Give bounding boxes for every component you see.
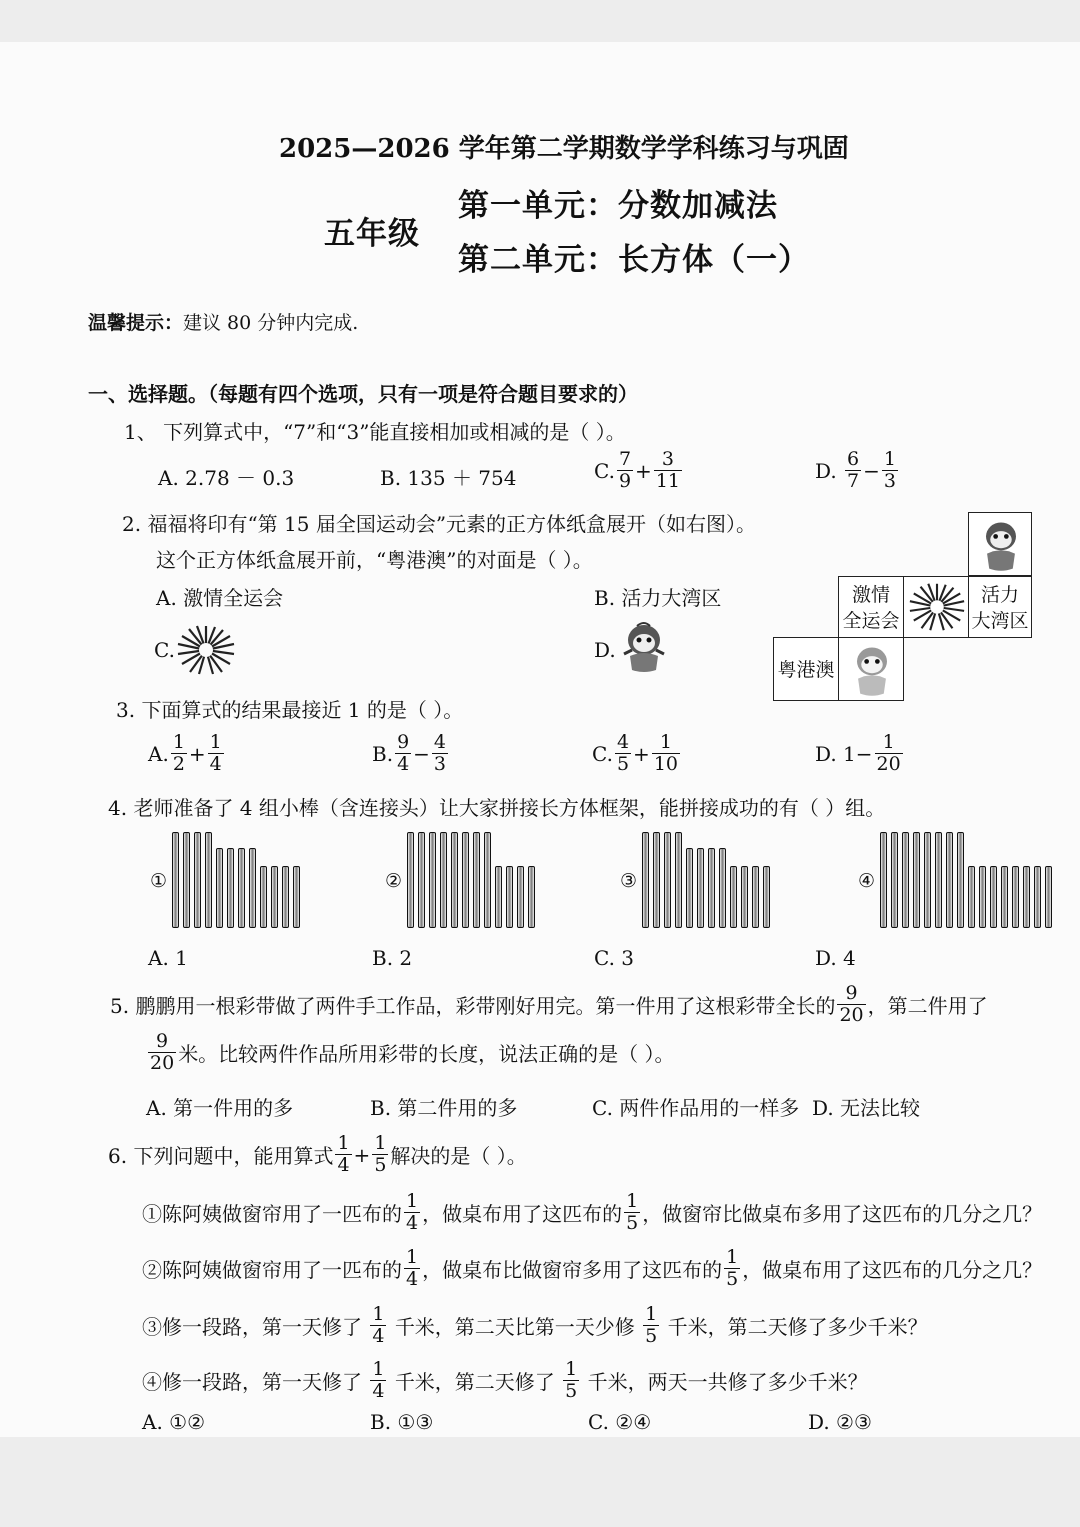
- numerator: 1: [726, 1246, 739, 1268]
- q3-stem: 3. 下面算式的结果最接近 1 的是（ ）。: [116, 698, 464, 722]
- q6-text: 千米，第二天修了多少千米？: [667, 1315, 928, 1339]
- stick: [227, 848, 234, 928]
- q6-option-a: A. ①②: [142, 1410, 206, 1434]
- stick-group-1: [150, 828, 320, 928]
- net-cell-huoli: [968, 576, 1032, 638]
- grade-label: 五年级: [324, 216, 420, 252]
- numerator: 1: [882, 731, 895, 753]
- numerator: 6: [847, 448, 860, 470]
- stick: [990, 866, 997, 928]
- stick: [946, 832, 953, 928]
- q5-text: 米。比较两件作品所用彩带的长度，说法正确的是（ ）。: [178, 1042, 675, 1066]
- stick: [249, 848, 256, 928]
- numerator: 1: [883, 448, 896, 470]
- fraction: [615, 733, 631, 774]
- denominator: 20: [150, 1052, 175, 1074]
- stick: [293, 866, 300, 928]
- operator: +: [353, 1142, 371, 1167]
- stick: [719, 848, 726, 928]
- denominator: 5: [374, 1154, 387, 1176]
- net-text: 大湾区: [971, 610, 1029, 632]
- stick: [271, 866, 278, 928]
- numerator: 7: [618, 448, 632, 470]
- numerator: 1: [406, 1190, 419, 1212]
- stick: [440, 832, 447, 928]
- stick: [741, 866, 748, 928]
- q6-item-4: [142, 1360, 868, 1401]
- q6-text: 千米，第二天比第一天少修: [394, 1315, 635, 1339]
- numerator: 1: [372, 1358, 385, 1380]
- operator: +: [635, 458, 652, 483]
- stick: [891, 832, 898, 928]
- q6-item-3: [142, 1305, 928, 1346]
- q6-text: ，做窗帘比做桌布多用了这匹布的几分之几？: [642, 1202, 1043, 1226]
- q1-d-frac2: [882, 450, 898, 491]
- stick: [205, 832, 212, 928]
- mascot-icon: [971, 515, 1031, 575]
- stick: [697, 848, 704, 928]
- stick: [924, 832, 931, 928]
- stick: [1001, 866, 1008, 928]
- q4-stem: 4. 老师准备了 4 组小棒（含连接头）让大家拼接长方体框架，能拼接成功的有（ ）组。: [108, 796, 886, 820]
- tip-text: 建议 80 分钟内完成.: [183, 312, 359, 334]
- denominator: 7: [847, 470, 860, 492]
- denominator: 5: [645, 1325, 658, 1347]
- stick: [935, 832, 942, 928]
- denominator: 4: [397, 753, 410, 775]
- sunburst-logo-icon: [907, 581, 967, 633]
- tip: [88, 308, 358, 335]
- denominator: 5: [616, 753, 630, 775]
- stick: [495, 866, 502, 928]
- q6-item-2: [142, 1248, 1042, 1289]
- q5-option-c: C. 两件作品用的一样多: [592, 1096, 800, 1120]
- q2-stem-line1: 2. 福福将印有“第 15 届全国运动会”元素的正方体纸盒展开（如右图）。: [122, 512, 757, 536]
- fraction: [875, 733, 903, 774]
- unit1-title: 第一单元：分数加减法: [458, 188, 778, 224]
- net-text: 粤港澳: [777, 659, 835, 681]
- q3-a-label: A.: [148, 741, 169, 766]
- numerator: 4: [433, 731, 447, 753]
- q5-text: 5. 鹏鹏用一根彩带做了两件手工作品，彩带刚好用完。第一件用了这根彩带全长的: [110, 994, 836, 1018]
- stick: [664, 832, 671, 928]
- q1-stem: 1、 下列算式中，“7”和“3”能直接相加或相减的是（ ）。: [124, 420, 626, 444]
- q3-c-label: C.: [592, 741, 613, 766]
- denominator: 20: [876, 753, 901, 775]
- stick: [708, 848, 715, 928]
- section1-heading: 一、选择题。（每题有四个选项，只有一项是符合题目要求的）: [88, 382, 638, 406]
- q4-option-b: B. 2: [372, 946, 413, 970]
- mascot-icon: [842, 640, 902, 700]
- numerator: 1: [406, 1246, 419, 1268]
- unit2-title: 第二单元：长方体（一）: [458, 242, 810, 278]
- numerator: 1: [374, 1132, 387, 1154]
- stick: [517, 866, 524, 928]
- stick-group-3: [620, 828, 790, 928]
- fraction: [837, 984, 865, 1025]
- fraction: [432, 733, 448, 774]
- stick: [260, 866, 267, 928]
- q6-text: 千米，第二天修了: [394, 1370, 555, 1394]
- net-text: 激情: [851, 584, 890, 606]
- stick: [913, 832, 920, 928]
- stick: [653, 832, 660, 928]
- q5-stem-line2: [146, 1032, 675, 1073]
- operator: +: [188, 741, 206, 766]
- q2-option-c: C.: [154, 638, 175, 662]
- net-cell-sunburst: [903, 576, 969, 638]
- stick: [528, 866, 535, 928]
- stick: [462, 832, 469, 928]
- q6-text: ①陈阿姨做窗帘用了一匹布的: [142, 1202, 402, 1226]
- denominator: 5: [626, 1212, 639, 1234]
- q5-option-a: A. 第一件用的多: [146, 1096, 294, 1120]
- fraction: [643, 1305, 659, 1346]
- stick: [763, 866, 770, 928]
- q1-option-a: A. 2.78 － 0.3: [158, 466, 295, 490]
- fraction: [395, 733, 411, 774]
- q5-stem-line1: [110, 984, 988, 1025]
- denominator: 11: [655, 470, 680, 492]
- fraction: [652, 733, 680, 774]
- stick-group-label: ①: [150, 870, 168, 892]
- numerator: 1: [645, 1303, 658, 1325]
- q1-option-b: B. 135 ＋ 754: [380, 466, 517, 490]
- q6-option-c: C. ②④: [588, 1410, 652, 1434]
- net-text: 活力: [980, 584, 1019, 606]
- q6-text: ④修一段路，第一天修了: [142, 1370, 362, 1394]
- numerator: 1: [337, 1132, 350, 1154]
- q1-c-frac2: [654, 450, 682, 491]
- q6-item-1: [142, 1192, 1042, 1233]
- fraction: [724, 1248, 740, 1289]
- stick: [473, 832, 480, 928]
- q1-c-frac1: [617, 450, 633, 491]
- numerator: 1: [172, 731, 185, 753]
- q2-option-a: A. 激情全运会: [156, 586, 284, 610]
- q5-option-b: B. 第二件用的多: [370, 1096, 518, 1120]
- q6-text: ，做桌布比做窗帘多用了这匹布的: [422, 1258, 723, 1282]
- stick-group-label: ④: [858, 870, 876, 892]
- stick: [675, 832, 682, 928]
- denominator: 4: [337, 1154, 350, 1176]
- fraction: [370, 1305, 386, 1346]
- q2-option-d: D.: [594, 638, 616, 662]
- fraction: [624, 1192, 640, 1233]
- denominator: 5: [565, 1380, 578, 1402]
- denominator: 4: [209, 753, 222, 775]
- q2-stem-line2: 这个正方体纸盒展开前，“粤港澳”的对面是（ ）。: [156, 548, 593, 572]
- q3-option-a: [148, 733, 226, 774]
- numerator: 9: [156, 1030, 169, 1052]
- stick: [752, 866, 759, 928]
- net-cell-jiqing: [838, 576, 904, 638]
- net-cell-mascot-top: [968, 512, 1032, 576]
- stick: [686, 848, 693, 928]
- denominator: 20: [839, 1004, 864, 1026]
- stick: [902, 832, 909, 928]
- denominator: 4: [406, 1212, 419, 1234]
- fraction: [335, 1134, 351, 1175]
- fraction: [404, 1192, 420, 1233]
- denominator: 4: [372, 1325, 385, 1347]
- numerator: 1: [626, 1190, 639, 1212]
- net-text: 全运会: [842, 610, 900, 632]
- q6-option-d: D. ②③: [808, 1410, 872, 1434]
- stick: [1023, 866, 1030, 928]
- q1-c-label: C.: [594, 458, 615, 483]
- stick-group-label: ③: [620, 870, 638, 892]
- q4-option-a: A. 1: [148, 946, 188, 970]
- stick: [451, 832, 458, 928]
- q4-option-c: C. 3: [594, 946, 635, 970]
- stick-group-2: [385, 828, 555, 928]
- stick: [282, 866, 289, 928]
- q4-option-d: D. 4: [815, 946, 856, 970]
- fraction: [563, 1360, 579, 1401]
- numerator: 1: [372, 1303, 385, 1325]
- stick: [429, 832, 436, 928]
- q1-option-d: [815, 450, 900, 491]
- stick: [1034, 866, 1041, 928]
- denominator: 9: [618, 470, 632, 492]
- q5-text: ，第二件用了: [867, 994, 988, 1018]
- stick: [1045, 866, 1052, 928]
- fraction: [404, 1248, 420, 1289]
- sunburst-logo-icon: [175, 624, 237, 680]
- stick: [1012, 866, 1019, 928]
- denominator: 10: [653, 753, 678, 775]
- stick: [968, 866, 975, 928]
- stick: [418, 832, 425, 928]
- q1-option-c: [594, 450, 684, 491]
- stick: [484, 832, 491, 928]
- numerator: 1: [209, 731, 222, 753]
- stick: [506, 866, 513, 928]
- stick-group-label: ②: [385, 870, 403, 892]
- denominator: 4: [406, 1268, 419, 1290]
- q6-stem: [108, 1134, 527, 1175]
- denominator: 3: [433, 753, 447, 775]
- q6-option-b: B. ①③: [370, 1410, 434, 1434]
- q6-text: 6. 下列问题中，能用算式: [108, 1144, 334, 1168]
- q6-text: ，做桌布用了这匹布的几分之几？: [742, 1258, 1043, 1282]
- q3-option-c: [592, 733, 682, 774]
- operator: −: [855, 741, 873, 766]
- denominator: 4: [372, 1380, 385, 1402]
- q2-option-b: B. 活力大湾区: [594, 586, 722, 610]
- stick: [238, 848, 245, 928]
- denominator: 5: [726, 1268, 739, 1290]
- numerator: 9: [845, 982, 858, 1004]
- q3-d-label: D. 1: [815, 741, 856, 766]
- q1-d-label: D.: [815, 458, 837, 483]
- stick: [183, 832, 190, 928]
- q3-option-d: [815, 733, 905, 774]
- operator: −: [413, 741, 430, 766]
- net-cell-yuegangao: [773, 637, 839, 701]
- numerator: 4: [616, 731, 630, 753]
- numerator: 9: [397, 731, 410, 753]
- numerator: 1: [659, 731, 672, 753]
- net-cell-mascot-bottom: [838, 637, 904, 701]
- q3-option-b: [372, 733, 450, 774]
- q3-b-label: B.: [372, 741, 394, 766]
- stick: [172, 832, 179, 928]
- fraction: [370, 1360, 386, 1401]
- fraction: [208, 733, 224, 774]
- numerator: 3: [661, 448, 674, 470]
- q6-text: 千米，两天一共修了多少千米？: [587, 1370, 868, 1394]
- fraction: [171, 733, 187, 774]
- stick: [979, 866, 986, 928]
- q1-d-frac1: [845, 450, 861, 491]
- q5-option-d: D. 无法比较: [812, 1096, 921, 1120]
- fraction: [372, 1134, 388, 1175]
- stick-group-4: [858, 828, 1028, 928]
- operator: +: [633, 741, 650, 766]
- exam-title: 2025—2026 学年第二学期数学学科练习与巩固: [279, 134, 849, 164]
- stick: [642, 832, 649, 928]
- q6-text: ②陈阿姨做窗帘用了一匹布的: [142, 1258, 402, 1282]
- tip-label: 温馨提示：: [88, 312, 184, 334]
- stick: [880, 832, 887, 928]
- numerator: 1: [565, 1358, 578, 1380]
- stick: [957, 832, 964, 928]
- q6-text: ，做桌布用了这匹布的: [422, 1202, 623, 1226]
- denominator: 2: [172, 753, 185, 775]
- stick: [730, 866, 737, 928]
- operator: −: [863, 458, 880, 483]
- denominator: 3: [883, 470, 896, 492]
- stick: [407, 832, 414, 928]
- q6-text: ③修一段路，第一天修了: [142, 1315, 362, 1339]
- stick: [216, 848, 223, 928]
- stick: [194, 832, 201, 928]
- mascot-icon: [620, 620, 668, 680]
- q6-text: 解决的是（ ）。: [390, 1144, 527, 1168]
- fraction: [148, 1032, 176, 1073]
